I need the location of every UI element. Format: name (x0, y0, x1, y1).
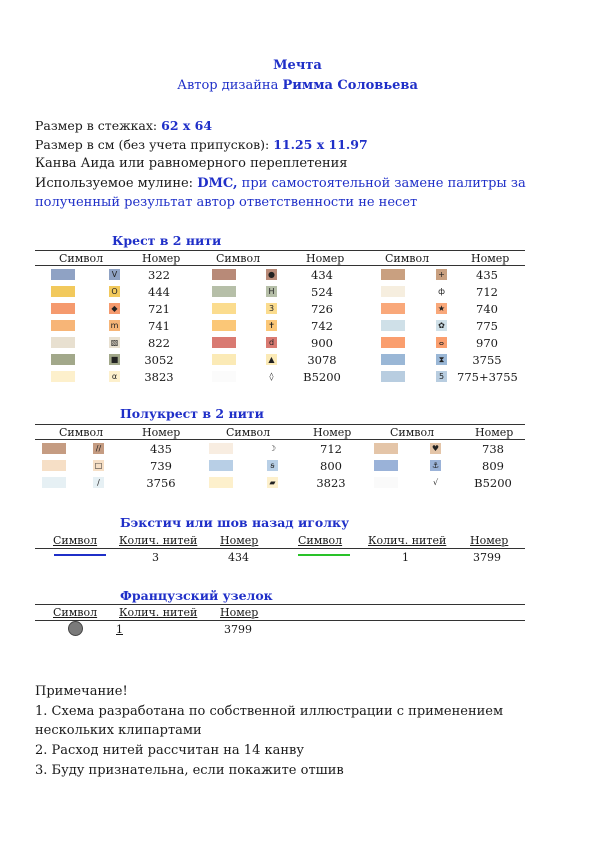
cross-swatch (51, 320, 75, 331)
half-symbol-icon: ꞩ (267, 460, 278, 471)
bs-number-2: 3799 (473, 551, 501, 564)
half-number: 738 (482, 442, 504, 456)
half-symbol-icon: ⚓ (431, 461, 440, 470)
author-line (0, 78, 595, 93)
floss-note-1: при самостоятельной замене палитры за (237, 176, 526, 191)
half-swatch (374, 443, 398, 454)
cross-symbol-icon: 3 (266, 303, 277, 314)
cross-number: 3755 (472, 353, 502, 367)
cross-number: 822 (148, 336, 170, 350)
cross-number: 322 (148, 268, 170, 282)
note-1: 1. Схема разработана по собственной иллюстрации с применением (35, 704, 504, 719)
cross-symbol-icon: m (110, 321, 119, 330)
cross-swatch (381, 320, 405, 331)
cross-swatch (381, 371, 405, 382)
half-number: 800 (320, 459, 342, 473)
cross-symbol-icon: ✿ (436, 320, 447, 331)
half-top-rule (35, 424, 525, 425)
cross-title: Крест в 2 нити (112, 233, 222, 248)
half-header-rule (35, 439, 525, 440)
cross-swatch (212, 303, 236, 314)
cross-header-rule (35, 265, 525, 266)
cross-swatch (212, 371, 236, 382)
bs-col-symbol-2: Символ (298, 534, 343, 547)
half-swatch (374, 460, 398, 471)
cross-symbol-icon: ■ (110, 355, 119, 364)
bs-col-strands-2: Колич. нитей (368, 534, 447, 547)
cross-swatch (212, 269, 236, 280)
half-col-number-3: Номер (475, 426, 514, 439)
half-number: 809 (482, 459, 504, 473)
cross-number: 740 (476, 302, 498, 316)
half-swatch (42, 460, 66, 471)
half-number: 712 (320, 442, 342, 456)
bs-col-symbol-1: Символ (53, 534, 98, 547)
cross-symbol-icon: ◆ (109, 303, 120, 314)
size-stitches-label: Размер в стежках: (35, 118, 158, 133)
cross-number: 775 (476, 319, 498, 333)
half-number: 739 (150, 459, 172, 473)
page-title: Мечта (273, 58, 322, 73)
cross-col-symbol-1: Символ (59, 252, 104, 265)
half-symbol-icon: // (93, 443, 104, 454)
half-col-symbol-2: Символ (226, 426, 271, 439)
cross-swatch (381, 354, 405, 365)
cross-top-rule (35, 250, 525, 251)
half-number: 435 (150, 442, 172, 456)
size-stitches-value: 62 x 64 (161, 118, 213, 133)
bs-col-strands-1: Колич. нитей (119, 534, 198, 547)
bs-strands-2: 1 (402, 551, 409, 564)
cross-symbol-icon: ⧗ (436, 354, 447, 365)
cross-number: B5200 (303, 370, 341, 384)
fk-strands: 1 (116, 623, 123, 636)
bs-line-1 (54, 554, 106, 556)
cross-number: 742 (311, 319, 333, 333)
cross-number: 712 (476, 285, 498, 299)
half-title: Полукрест в 2 нити (120, 406, 264, 421)
cross-number: 726 (311, 302, 333, 316)
cross-symbol-icon: α (109, 371, 120, 382)
cross-col-symbol-3: Символ (385, 252, 430, 265)
half-number: B5200 (474, 476, 512, 490)
size-cm-label: Размер в см (без учета припусков): (35, 137, 270, 152)
fk-number: 3799 (224, 623, 252, 636)
cross-symbol-icon: + (436, 269, 447, 280)
note-1b: нескольких клипартами (35, 723, 202, 738)
author-prefix: Автор дизайна (177, 78, 283, 93)
fk-col-number: Номер (220, 606, 259, 619)
cross-swatch (51, 337, 75, 348)
half-swatch (374, 477, 398, 488)
floss-label: Используемое мулине: (35, 176, 194, 191)
cross-number: 900 (311, 336, 333, 350)
cross-number: 434 (311, 268, 333, 282)
cross-number: 970 (476, 336, 498, 350)
cross-swatch (51, 354, 75, 365)
fk-col-strands: Колич. нитей (119, 606, 198, 619)
cross-number: 721 (148, 302, 170, 316)
cross-col-number-2: Номер (306, 252, 345, 265)
cross-swatch (212, 354, 236, 365)
cross-swatch (51, 286, 75, 297)
french-top-rule (35, 604, 525, 605)
half-swatch (209, 477, 233, 488)
half-symbol-icon: ∕ (93, 477, 104, 488)
cross-swatch (51, 371, 75, 382)
size-stitches (35, 118, 212, 133)
cross-swatch (51, 269, 75, 280)
size-cm-value: 11.25 x 11.97 (273, 137, 368, 152)
backstitch-title: Бэкстич или шов назад иголку (120, 515, 350, 530)
cross-swatch (51, 303, 75, 314)
half-swatch (42, 477, 66, 488)
cross-number: 524 (311, 285, 333, 299)
half-number: 3823 (316, 476, 346, 490)
cross-number: 3823 (144, 370, 174, 384)
cross-swatch (381, 337, 405, 348)
bs-col-number-1: Номер (220, 534, 259, 547)
cross-number: 3078 (307, 353, 337, 367)
note-3: 3. Буду признательна, если покажите отшив (35, 763, 344, 778)
size-cm (35, 137, 368, 152)
half-swatch (42, 443, 66, 454)
bs-rule (35, 548, 525, 549)
cross-symbol-icon: ◊ (266, 371, 277, 382)
cross-symbol-icon: ▧ (110, 338, 119, 347)
half-swatch (209, 460, 233, 471)
bs-col-number-2: Номер (470, 534, 509, 547)
cross-col-number-1: Номер (142, 252, 181, 265)
fk-col-symbol: Символ (53, 606, 98, 619)
cross-symbol-icon: V (109, 269, 120, 280)
half-symbol-icon: ♥ (431, 444, 440, 453)
half-swatch (209, 443, 233, 454)
bs-line-2 (298, 554, 350, 556)
author-name: Римма Соловьева (282, 78, 418, 93)
half-col-number-1: Номер (142, 426, 181, 439)
cross-symbol-icon: ● (266, 269, 277, 280)
cross-swatch (381, 286, 405, 297)
french-title: Французский узелок (120, 588, 273, 603)
cross-number: 444 (148, 285, 170, 299)
half-col-symbol-1: Символ (59, 426, 104, 439)
cross-swatch (212, 337, 236, 348)
half-number: 3756 (146, 476, 176, 490)
notes-heading: Примечание! (35, 684, 128, 699)
cross-symbol-icon: ✝ (266, 320, 277, 331)
cross-swatch (381, 269, 405, 280)
french-knot-dot-icon (68, 621, 83, 636)
cross-symbol-icon: O (109, 286, 120, 297)
cross-symbol-icon: ★ (437, 304, 446, 313)
cross-col-symbol-2: Символ (216, 252, 261, 265)
note-2: 2. Расход нитей рассчитан на 14 канву (35, 743, 304, 758)
floss-info (35, 176, 526, 191)
cross-symbol-icon: ф (436, 286, 447, 297)
half-symbol-icon: √ (430, 477, 441, 488)
cross-number: 3052 (144, 353, 174, 367)
bs-strands-1: 3 (152, 551, 159, 564)
fk-rule (35, 620, 525, 621)
cross-swatch (381, 303, 405, 314)
half-col-number-2: Номер (313, 426, 352, 439)
cross-symbol-icon: ⴰ (436, 337, 447, 348)
half-symbol-icon: □ (94, 461, 103, 470)
cross-symbol-icon: 5 (436, 371, 447, 382)
half-col-symbol-3: Символ (390, 426, 435, 439)
cross-swatch (212, 286, 236, 297)
cross-symbol-icon: H (266, 286, 277, 297)
cross-symbol-icon: d (266, 337, 277, 348)
cross-number: 775+3755 (457, 370, 518, 384)
cross-number: 741 (148, 319, 170, 333)
cross-col-number-3: Номер (471, 252, 510, 265)
floss-brand: DMC, (197, 176, 238, 191)
bs-number-1: 434 (228, 551, 249, 564)
cross-swatch (212, 320, 236, 331)
half-symbol-icon: ▰ (267, 477, 278, 488)
floss-note-2: полученный результат автор ответственности не несет (35, 195, 418, 210)
cross-symbol-icon: ▲ (266, 354, 277, 365)
half-symbol-icon: ☽ (268, 444, 277, 453)
canvas-info: Канва Аида или равномерного переплетения (35, 156, 348, 171)
cross-number: 435 (476, 268, 498, 282)
